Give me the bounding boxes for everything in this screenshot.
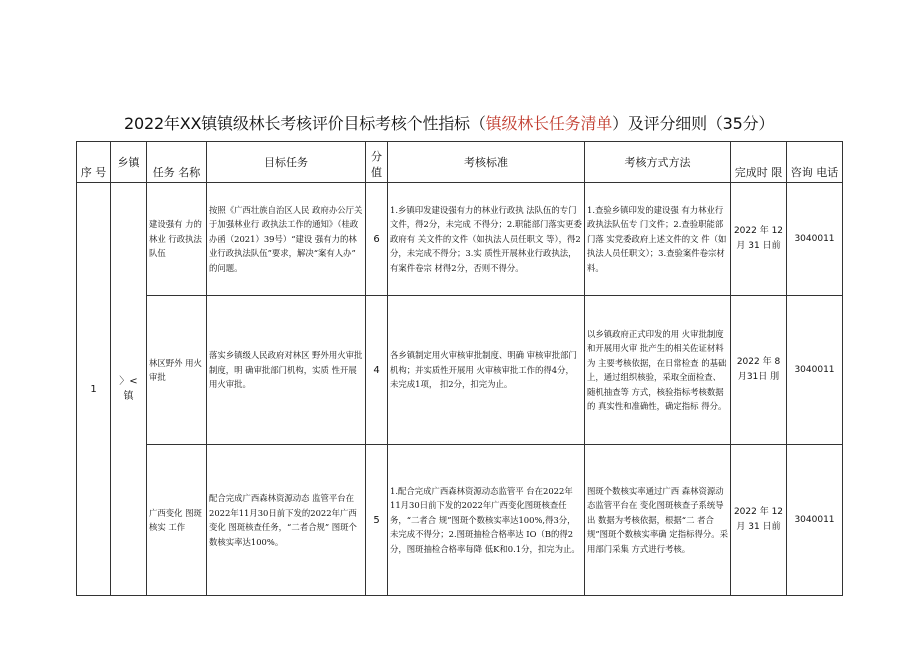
header-score: 分 值 [366,142,388,183]
header-deadline: 完成时 限 [731,142,787,183]
header-method: 考核方式方法 [585,142,731,183]
task-name-cell: 广西变化 图斑核实 工作 [147,445,207,596]
header-target: 目标任务 [207,142,366,183]
deadline-cell: 2022 年 12 月 31 日前 [731,445,787,596]
title-prefix: 2022年XX镇镇级林长考核评价目标考核个性指标（ [124,114,486,133]
method-cell: 图斑个数核实率通过广西 森林资源动态监管平台在 变化图斑核查子系统导出 数据为考核依据，根据“二 者合规”图斑个数核实率确 定指标得分。采用部门采集 方式进行考核。 [585,445,731,596]
target-cell: 配合完成广西森林资源动态 监管平台在2022年11月30日前下发的2022年广西变化 图斑核查任务，“二者合规” 图斑个数核实率达100%。 [207,445,366,596]
title-highlight: 镇级林长任务清单 [485,114,613,133]
table-row [77,183,843,296]
criteria-cell: 1.乡镇印发建设强有力的林业行政执 法队伍的专门文件，得2分，未完成 不得分；2.职能部门落实更委政府有 关文件的文件（如执法人员任职文 等），得2分，未完成不得分；3.实 质性开展林业行政执法，有案件卷宗 材得2分，否则不得分。 [388,183,585,296]
criteria-cell: 1.配合完成广西森林资源动态监管平 台在2022年11月30日前下发的2022年广西变化图斑核查任务，“二者合 规”图斑个数核实率达100%,得3分， 未完成不得分；2.图斑抽检合格率达 IO（B的得2分，图斑抽检合格率每降 低K和0.1分，扣完为止。 [388,445,585,596]
header-criteria: 考核标准 [388,142,585,183]
contact-cell: 3040011 [787,183,843,296]
target-cell: 按照《广西壮族自治区人民 政府办公厅关于加强林业行 政执法工作的通知》（桂政 办函（2021）39号）“建设 强有力的林业行政执法队伍”要求，解决“案有人办” 的问题。 [207,183,366,296]
task-name-cell: 建设强有 力的林业 行政执法 队伍 [147,183,207,296]
contact-cell: 3040011 [787,445,843,596]
header-seq: 序 号 [77,142,111,183]
deadline-cell: 2022 年 8 月31日 刖 [731,296,787,445]
header-contact: 咨询 电话 [787,142,843,183]
town-cell: 〉< 镇 [111,183,147,596]
score-cell: 6 [366,183,388,296]
target-cell: 落实乡镇级人民政府对林区 野外用火审批制度，明 确审批部门机构，实质 性开展用火审批。 [207,296,366,445]
method-cell: 1.查验乡镇印发的建设强 有力林业行政执法队伍专 门文件；2.查验职能部门落 实党委政府上述文件的文 件（如执法人员任职文）；3.查验案件卷宗材料。 [585,183,731,296]
header-row [77,142,843,183]
table-row [77,296,843,445]
table-row [77,445,843,596]
header-town: 乡镇 [111,142,147,183]
score-cell: 4 [366,296,388,445]
seq-cell: 1 [77,183,111,596]
title-suffix: ）及评分细则（35分） [612,114,775,133]
header-task-name: 任务 名称 [147,142,207,183]
page-title [124,111,824,134]
evaluation-table [76,141,843,596]
criteria-cell: 各乡镇制定用火审核审批制度、明确 审核审批部门机构；并实质性开展用 火审核审批工作的得4分，未完成1项， 扣2分，扣完为止。 [388,296,585,445]
contact-cell: 3040011 [787,296,843,445]
deadline-cell: 2022 年 12 月 31 日前 [731,183,787,296]
method-cell: 以乡镇政府正式印发的用 火审批制度和开展用火审 批产生的相关佐证材料为 主要考核依据，在日常检查 的基础上，通过组织核验，采取全面检查、随机抽查等 方式，核验指标考核数据的 真实性和准确性，确定指标 得分。 [585,296,731,445]
score-cell: 5 [366,445,388,596]
task-name-cell: 林区野外 用火审批 [147,296,207,445]
